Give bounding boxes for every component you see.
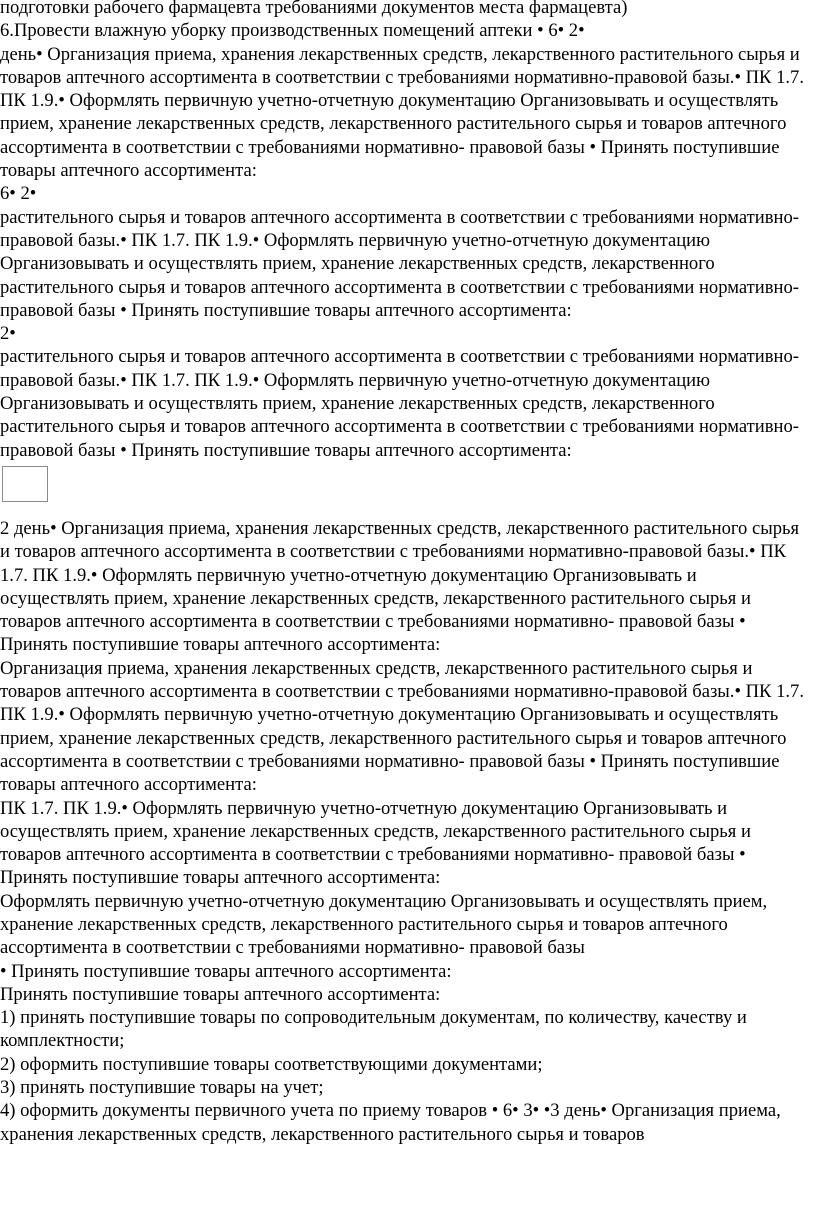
paragraph-documentation-block: Оформлять первичную учетно-отчетную документацию Организовывать и осуществлять прием, хранение лекарственных средств, лекарственного растительного сырья и товаров аптечного ассортимента в соответствии с требованиями нормативно- правовой базы (0, 890, 768, 959)
list-item-3: 3) принять поступившие товары на учет; (0, 1077, 324, 1099)
paragraph-counter-1: 6• 2• (0, 183, 37, 205)
spacer (0, 502, 810, 517)
list-item-4: 4) оформить документы первичного учета по приему товаров • 6• 3• •3 день• Организация приема, хранения лекарственных средств, лекарственного растительного сырья и товаров (0, 1100, 781, 1145)
paragraph-day-block-1: день• Организация приема, хранения лекарственных средств, лекарственного растительного сырья и товаров аптечного ассортимента в соответствии с требованиями нормативно-правовой базы.• ПК 1.7. ПК 1.9.• Оформлять первичную учетно-отчетную документацию Организовывать и осуществлять прием, хранение лекарственных средств, лекарственного растительного сырья и товаров аптечного ассортимента в соответствии с требованиями нормативно- правовой базы • Принять поступившие товары аптечного ассортимента: (0, 43, 804, 182)
paragraph-day-block-2: растительного сырья и товаров аптечного ассортимента в соответствии с требованиями нормативно-правовой базы.• ПК 1.7. ПК 1.9.• Оформлять первичную учетно-отчетную документацию Организовывать и осуществлять прием, хранение лекарственных средств, лекарственного растительного сырья и товаров аптечного ассортимента в соответствии с требованиями нормативно- правовой базы • Принять поступившие товары аптечного ассортимента: (0, 206, 799, 321)
list-item-1: 1) принять поступившие товары по сопроводительным документам, по количеству, качеству и комплектности; (0, 1007, 747, 1052)
paragraph-counter-2: 2• (0, 323, 16, 345)
paragraph-day-block-3: растительного сырья и товаров аптечного ассортимента в соответствии с требованиями нормативно-правовой базы.• ПК 1.7. ПК 1.9.• Оформлять первичную учетно-отчетную документацию Организовывать и осуществлять прием, хранение лекарственных средств, лекарственного растительного сырья и товаров аптечного ассортимента в соответствии с требованиями нормативно- правовой базы • Принять поступившие товары аптечного ассортимента: (0, 346, 799, 461)
paragraph-accept-goods-heading: Принять поступившие товары аптечного ассортимента: (0, 983, 441, 1005)
list-item-2: 2) оформить поступившие товары соответствующими документами; (0, 1053, 543, 1075)
paragraph-organization-block: Организация приема, хранения лекарственных средств, лекарственного растительного сырья и товаров аптечного ассортимента в соответствии с требованиями нормативно-правовой базы.• ПК 1.7. ПК 1.9.• Оформлять первичную учетно-отчетную документацию Организовывать и осуществлять прием, хранение лекарственных средств, лекарственного растительного сырья и товаров аптечного ассортимента в соответствии с требованиями нормативно- правовой базы • Принять поступившие товары аптечного ассортимента: (0, 657, 804, 796)
empty-checkbox-frame (2, 466, 48, 502)
paragraph-pk-block: ПК 1.7. ПК 1.9.• Оформлять первичную учетно-отчетную документацию Организовывать и осуществлять прием, хранение лекарственных средств, лекарственного растительного сырья и товаров аптечного ассортимента в соответствии с требованиями нормативно- правовой базы • Принять поступившие товары аптечного ассортимента: (0, 797, 751, 889)
paragraph-intro-fragment: подготовки рабочего фармацевта требованиями документов места фармацевта) (0, 0, 628, 18)
paragraph-accept-goods-bullet: • Принять поступившие товары аптечного ассортимента: (0, 960, 452, 982)
paragraph-task-6: 6.Провести влажную уборку производственных помещений аптеки • 6• 2• (0, 20, 585, 42)
paragraph-day-2-block: 2 день• Организация приема, хранения лекарственных средств, лекарственного растительного сырья и товаров аптечного ассортимента в соответствии с требованиями нормативно-правовой базы.• ПК 1.7. ПК 1.9.• Оформлять первичную учетно-отчетную документацию Организовывать и осуществлять прием, хранение лекарственных средств, лекарственного растительного сырья и товаров аптечного ассортимента в соответствии с требованиями нормативно- правовой базы • Принять поступившие товары аптечного ассортимента: (0, 517, 800, 656)
